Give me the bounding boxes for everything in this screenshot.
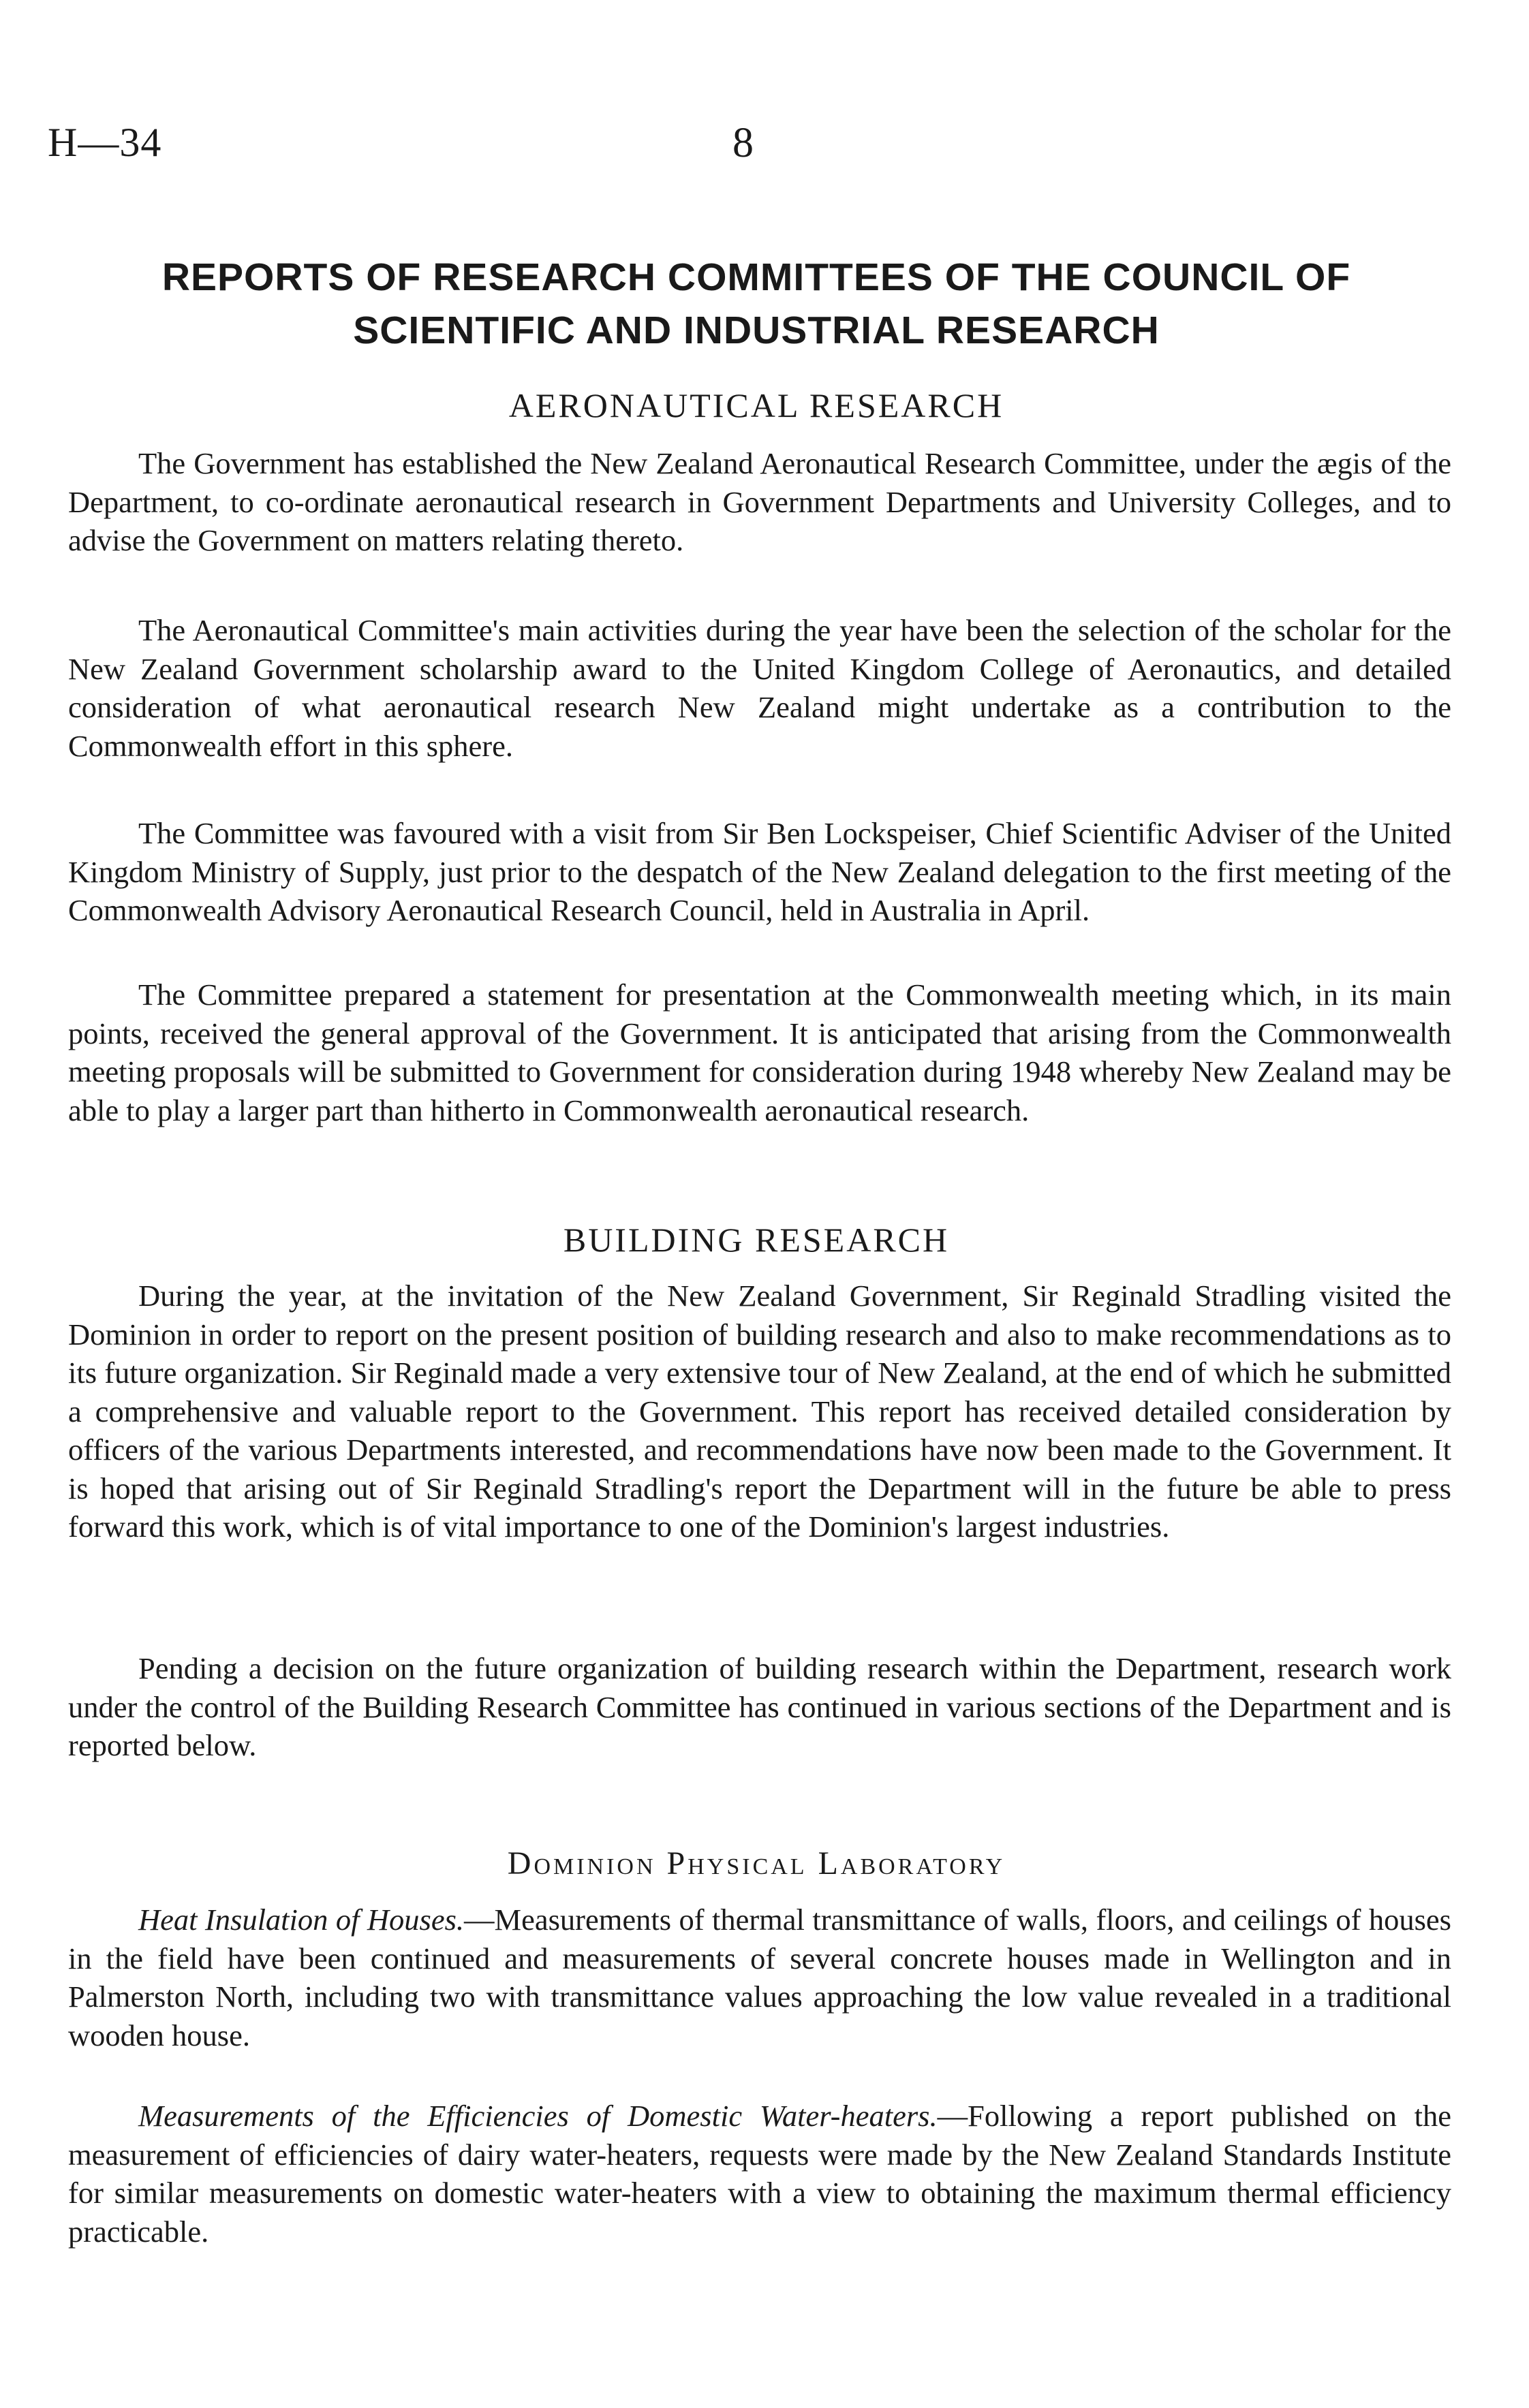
heat-insulation-text: —Measurements of thermal transmittance of walls, floors, and ceilings of houses in the field have been continued and measurements of several concrete houses made in Wellington and in Palmerston North, including two with transmittance values approaching the low value revealed in a traditional wooden house. [68, 1903, 1451, 2052]
page-title [48, 251, 1465, 357]
heat-insulation-lead: Heat Insulation of Houses. [138, 1903, 465, 1937]
building-paragraph-1: During the year, at the invitation of the New Zealand Government, Sir Reginald Stradling visited the Dominion in order to report on the present position of building research and also to make recommendations as to its future organization. Sir Reginald made a very extensive tour of New Zealand, at the end of which he submitted a comprehensive and valuable report to the Government. This report has received detailed consideration by officers of the various Departments interested, and recommendations have now been made to the Government. It is hoped that arising out of Sir Reginald Stradling's report the Department will in the future be able to press forward this work, which is of vital importance to one of the Dominion's largest industries. [68, 1279, 1451, 1544]
heat-insulation-paragraph [68, 1901, 1451, 2054]
dominion-laboratory-heading: Dominion Physical Laboratory [507, 1845, 1006, 1881]
aeronautical-research-heading: AERONAUTICAL RESEARCH [508, 386, 1004, 424]
aeronautical-paragraph-1: The Government has established the New Zealand Aeronautical Research Committee, under the ægis of the Department, to co-ordinate aeronautical research in Government Departments and University Colleges, and to advise the Government on matters relating thereto. [68, 446, 1451, 557]
page-title-line-2: SCIENTIFIC AND INDUSTRIAL RESEARCH [353, 309, 1160, 352]
water-heaters-text: —Following a report published on the measurement of efficiencies of dairy water-heaters, requests were made by the New Zealand Standards Institute for similar measurements on domestic water-heaters with a view to obtaining the maximum thermal efficiency practicable. [68, 2099, 1451, 2249]
aeronautical-paragraph-2: The Aeronautical Committee's main activities during the year have been the selection of the scholar for the New Zealand Government scholarship award to the United Kingdom College of Aeronautics, and detailed consideration of what aeronautical research New Zealand might undertake as a contribution to the Commonwealth effort in this sphere. [68, 613, 1451, 763]
page-header [48, 119, 1479, 174]
document-reference: H—34 [48, 120, 162, 165]
page-number: 8 [732, 120, 754, 166]
building-paragraph-2: Pending a decision on the future organization of building research within the Department, research work under the control of the Building Research Committee has continued in various sections of the Department and is reported below. [68, 1651, 1451, 1762]
water-heaters-paragraph [68, 2097, 1451, 2251]
aeronautical-paragraph-4: The Committee prepared a statement for presentation at the Commonwealth meeting which, in its main points, received the general approval of the Government. It is anticipated that arising from the Commonwealth meeting proposals will be submitted to Government for consideration during 1948 whereby New Zealand may be able to play a larger part than hitherto in Commonwealth aeronautical research. [68, 978, 1451, 1127]
page-title-line-1: REPORTS OF RESEARCH COMMITTEES OF THE COUNCIL OF [161, 255, 1351, 299]
building-research-heading: BUILDING RESEARCH [563, 1221, 950, 1259]
aeronautical-paragraph-3: The Committee was favoured with a visit from Sir Ben Lockspeiser, Chief Scientific Adviser of the United Kingdom Ministry of Supply, just prior to the despatch of the New Zealand delegation to the first meeting of the Commonwealth Advisory Aeronautical Research Council, held in Australia in April. [68, 816, 1451, 927]
water-heaters-lead: Measurements of the Efficiencies of Domestic Water-heaters. [138, 2099, 938, 2133]
